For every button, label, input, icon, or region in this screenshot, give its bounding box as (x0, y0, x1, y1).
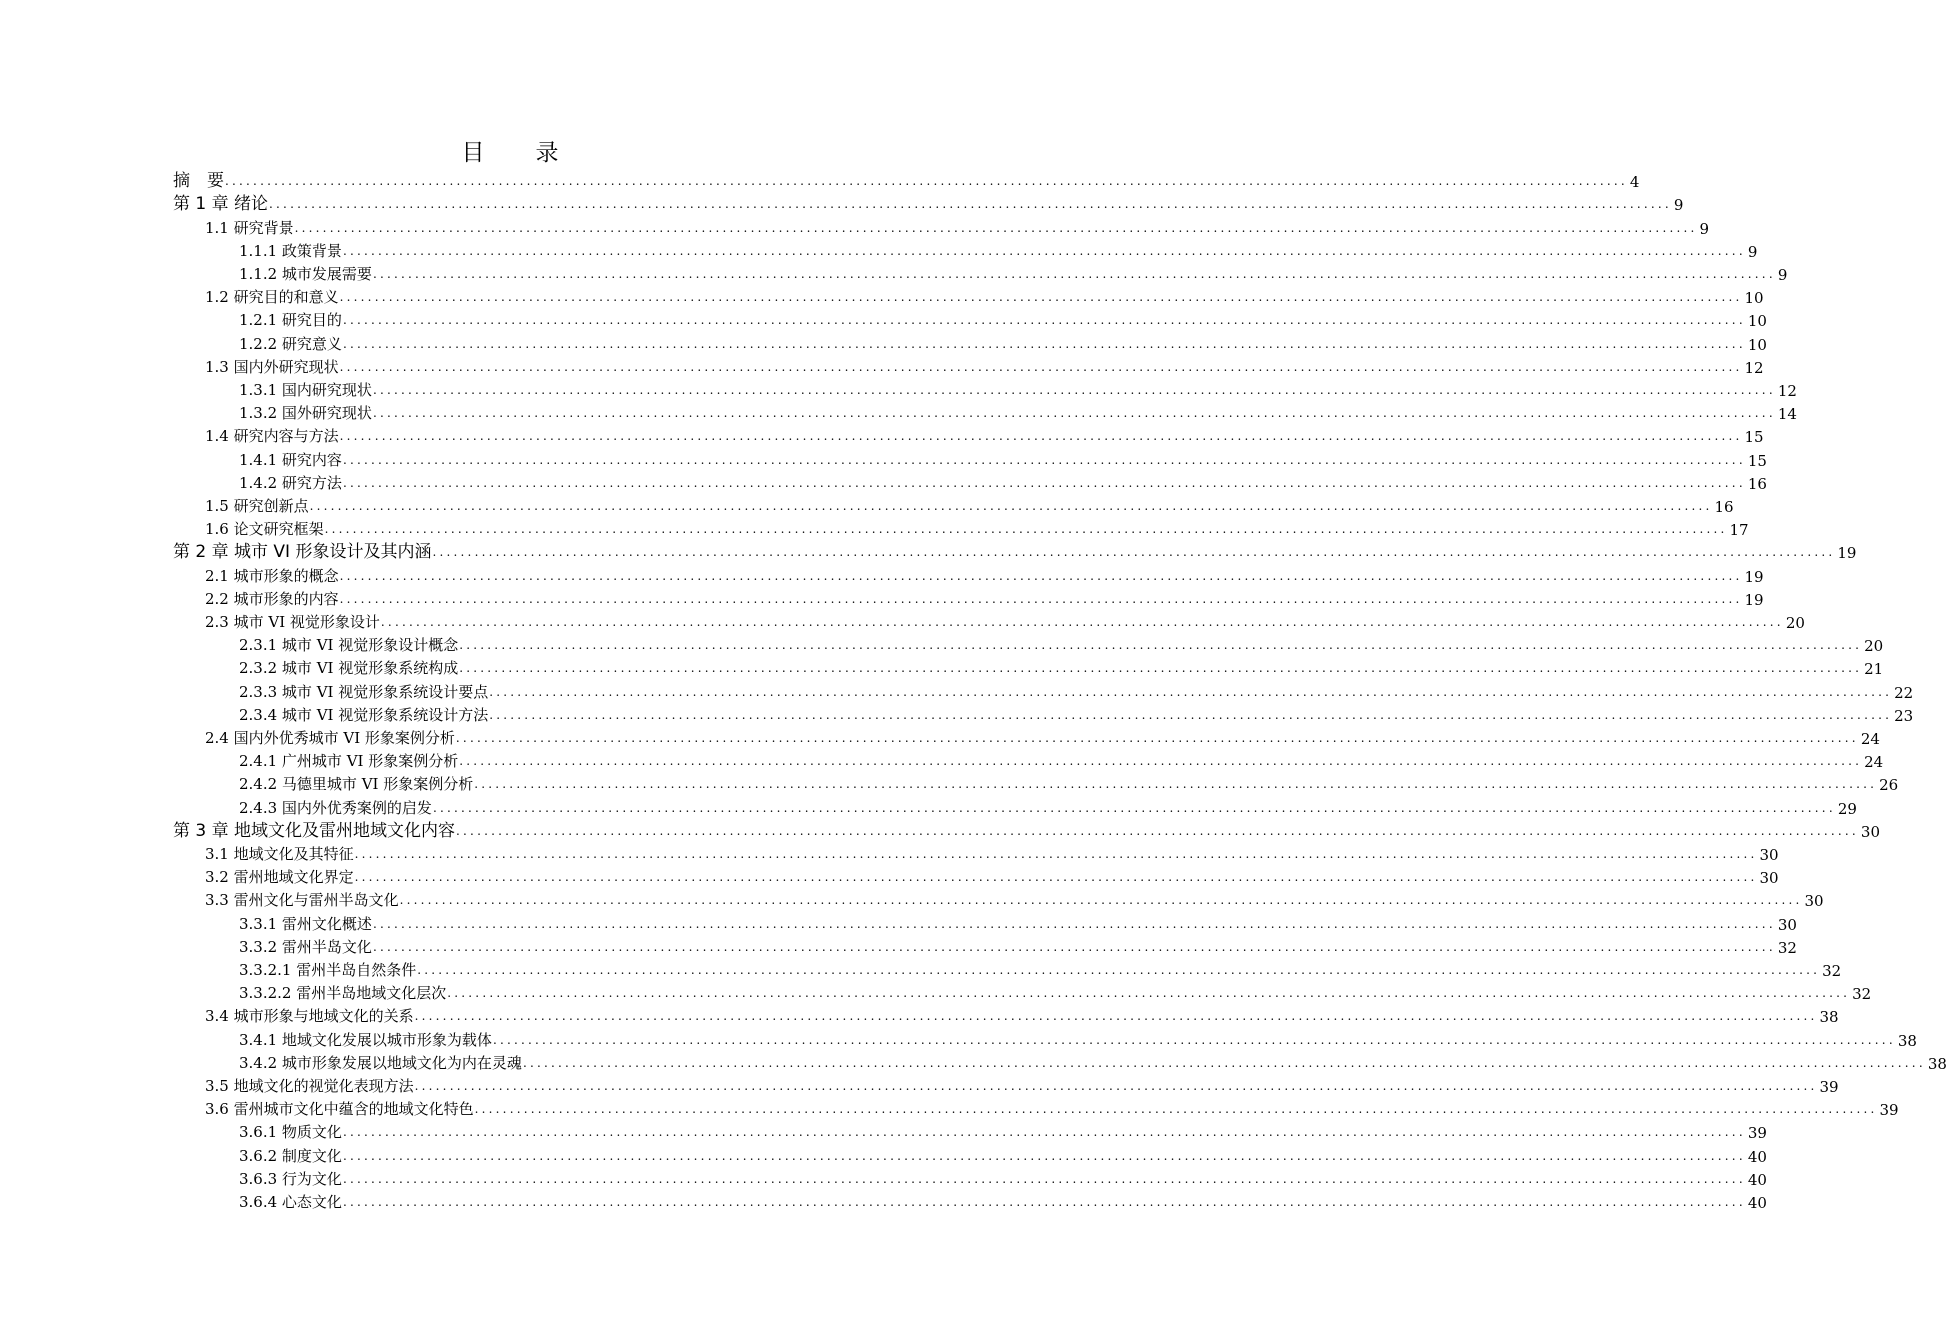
dot-leader: ........................................................................................................................................................................................................ (339, 429, 1743, 444)
toc-entry-title: 3.6.2 制度文化 (239, 1146, 342, 1165)
toc-entry-title: 1.4.1 研究内容 (239, 450, 342, 469)
toc-entry-title: 2.4.2 马德里城市 VI 形象案例分析 (239, 775, 474, 794)
toc-entry-page: 38 (1897, 1031, 1917, 1050)
toc-entry-page: 20 (1864, 637, 1884, 656)
toc-entry[interactable] (239, 377, 1797, 400)
toc-entry-title: 2.4 国内外优秀城市 VI 形象案例分析 (205, 728, 455, 747)
toc-entry-page: 32 (1777, 938, 1797, 957)
toc-entry[interactable] (205, 1096, 1899, 1120)
toc-entry-page: 16 (1714, 497, 1734, 516)
toc-entry[interactable] (205, 284, 1764, 308)
toc-entry[interactable] (239, 1189, 1767, 1212)
toc-entry-title: 3.3.2 雷州半岛文化 (239, 937, 372, 956)
toc-entry[interactable] (239, 470, 1767, 493)
toc-entry[interactable] (239, 1026, 1917, 1050)
toc-entry-title: 1.1.2 城市发展需要 (239, 264, 372, 283)
dot-leader: ........................................................................................................................................................................................................ (459, 661, 1863, 676)
toc-entry-page: 10 (1744, 289, 1764, 308)
toc-entry-title: 3.6.4 心态文化 (239, 1192, 342, 1211)
toc-entry-title: 3.6.1 物质文化 (239, 1123, 342, 1142)
toc-entry-title: 3.6 雷州城市文化中蕴含的地域文化特色 (205, 1100, 474, 1119)
toc-entry-title: 3.3.2.1 雷州半岛自然条件 (239, 960, 417, 979)
toc-entry-title: 1.4.2 研究方法 (239, 473, 342, 492)
toc-entry-title: 2.3 城市 VI 视觉形象设计 (205, 612, 380, 631)
dot-leader: ........................................................................................................................................................................................................ (456, 823, 1859, 838)
toc-entry-page: 29 (1837, 799, 1857, 818)
toc-entry[interactable] (239, 702, 1914, 725)
toc-entry-title: 1.3.1 国内研究现状 (239, 380, 372, 399)
toc-entry[interactable] (205, 214, 1710, 238)
dot-leader: ........................................................................................................................................................................................................ (489, 707, 1893, 722)
toc-entry[interactable] (239, 238, 1758, 261)
toc-entry-page: 39 (1747, 1124, 1767, 1143)
toc-entry[interactable] (239, 400, 1797, 424)
toc-entry-page: 12 (1777, 381, 1797, 400)
dot-leader: ........................................................................................................................................................................................................ (342, 452, 1746, 467)
toc-entry-page: 15 (1747, 451, 1767, 470)
dot-leader: ........................................................................................................................................................................................................ (339, 591, 1743, 606)
toc-entry-page: 15 (1744, 428, 1764, 447)
toc-entry-title: 3.1 地域文化及其特征 (205, 844, 354, 863)
toc-entry-title: 1.4 研究内容与方法 (205, 427, 339, 446)
toc-entry-title: 2.3.1 城市 VI 视觉形象设计概念 (239, 636, 459, 655)
toc-entry-title: 1.5 研究创新点 (205, 496, 309, 515)
toc-entry[interactable] (239, 330, 1767, 354)
toc-entry[interactable] (205, 887, 1824, 911)
toc-entry-page: 30 (1759, 869, 1779, 888)
toc-entry-title: 1.1.1 政策背景 (239, 241, 342, 260)
toc-title: 目 录 (461, 140, 573, 166)
toc-entry-page: 30 (1860, 822, 1881, 841)
toc-entry-page: 38 (1819, 1008, 1839, 1027)
dot-leader: ........................................................................................................................................................................................................ (455, 730, 1859, 745)
toc-entry[interactable] (205, 864, 1779, 888)
toc-entry-page: 19 (1744, 590, 1764, 609)
dot-leader: ........................................................................................................................................................................................................ (459, 754, 1863, 769)
toc-entry[interactable] (239, 261, 1788, 284)
toc-entry[interactable] (205, 1073, 1839, 1096)
dot-leader: ........................................................................................................................................................................................................ (342, 1194, 1746, 1209)
toc-entry-page: 40 (1747, 1193, 1767, 1212)
dot-leader: ........................................................................................................................................................................................................ (342, 336, 1746, 351)
toc-entry-title: 第 1 章 绪论 (173, 194, 269, 215)
dot-leader: ........................................................................................................................................................................................................ (459, 638, 1863, 653)
toc-entry[interactable] (239, 1142, 1767, 1166)
toc-entry-page: 22 (1894, 683, 1914, 702)
toc-entry[interactable] (205, 562, 1764, 586)
dot-leader: ........................................................................................................................................................................................................ (342, 1125, 1746, 1140)
toc-entry[interactable] (239, 1119, 1767, 1143)
toc-entry-page: 23 (1894, 706, 1914, 725)
dot-leader: ........................................................................................................................................................................................................ (372, 916, 1776, 931)
toc-entry[interactable] (239, 980, 1872, 1004)
toc-entry-page: 17 (1729, 521, 1749, 540)
toc-entry[interactable] (239, 910, 1797, 934)
toc-entry-page: 32 (1852, 985, 1872, 1004)
toc-entry-title: 2.3.3 城市 VI 视觉形象系统设计要点 (239, 682, 489, 701)
toc-entry[interactable] (239, 446, 1767, 470)
toc-entry-title: 1.3.2 国外研究现状 (239, 404, 372, 423)
toc-entry-title: 3.3.1 雷州文化概述 (239, 914, 372, 933)
toc-entry-page: 24 (1864, 753, 1884, 772)
toc-entry-page: 9 (1699, 219, 1710, 238)
toc-entry[interactable] (173, 539, 1857, 563)
toc-entry-page: 40 (1747, 1170, 1767, 1189)
dot-leader: ........................................................................................................................................................................................................ (432, 545, 1836, 560)
toc-entry-page: 4 (1629, 173, 1640, 192)
toc-entry-title: 3.3.2.2 雷州半岛地域文化层次 (239, 984, 447, 1003)
toc-entry-title: 1.6 论文研究框架 (205, 520, 324, 539)
toc-entry-title: 3.2 雷州地域文化界定 (205, 868, 354, 887)
toc-entry[interactable] (239, 1166, 1767, 1189)
toc-entry-page: 9 (1673, 196, 1684, 215)
toc-entry-page: 39 (1819, 1077, 1839, 1096)
toc-entry-title: 1.2.2 研究意义 (239, 334, 342, 353)
dot-leader: ........................................................................................................................................................................................................ (372, 382, 1776, 397)
dot-leader: ........................................................................................................................................................................................................ (354, 846, 1758, 861)
toc-entry[interactable] (205, 1003, 1839, 1027)
toc-entry-title: 2.3.2 城市 VI 视觉形象系统构成 (239, 659, 459, 678)
toc-entry[interactable] (239, 678, 1914, 702)
dot-leader: ........................................................................................................................................................................................................ (417, 962, 1821, 977)
toc-entry[interactable] (205, 609, 1805, 632)
dot-leader: ........................................................................................................................................................................................................ (447, 986, 1851, 1001)
toc-entry-title: 第 2 章 城市 VI 形象设计及其内涵 (173, 542, 432, 563)
dot-leader: ........................................................................................................................................................................................................ (309, 498, 1713, 513)
dot-leader: ........................................................................................................................................................................................................ (225, 174, 1628, 189)
toc-entry[interactable] (239, 632, 1884, 656)
toc-entry-title: 3.4 城市形象与地域文化的关系 (205, 1007, 414, 1026)
toc-entry-title: 2.4.3 国内外优秀案例的启发 (239, 798, 432, 817)
toc-entry-page: 30 (1804, 892, 1824, 911)
dot-leader: ........................................................................................................................................................................................................ (432, 800, 1836, 815)
toc-entry[interactable] (239, 794, 1857, 818)
dot-leader: ........................................................................................................................................................................................................ (342, 313, 1746, 328)
toc-entry-title: 1.1 研究背景 (205, 218, 294, 237)
toc-entry-page: 12 (1744, 358, 1764, 377)
toc-entry-title: 3.3 雷州文化与雷州半岛文化 (205, 891, 399, 910)
toc-entry-page: 21 (1864, 660, 1884, 679)
dot-leader: ........................................................................................................................................................................................................ (269, 197, 1672, 212)
dot-leader: ........................................................................................................................................................................................................ (339, 568, 1743, 583)
toc-entry[interactable] (173, 168, 1640, 192)
toc-entry-title: 第 3 章 地域文化及雷州地域文化内容 (173, 820, 456, 841)
dot-leader: ........................................................................................................................................................................................................ (324, 522, 1728, 537)
toc-entry-title: 2.2 城市形象的内容 (205, 589, 339, 608)
dot-leader: ........................................................................................................................................................................................................ (372, 266, 1776, 281)
toc-entry[interactable] (239, 934, 1797, 957)
dot-leader: ........................................................................................................................................................................................................ (414, 1009, 1818, 1024)
toc-entry[interactable] (239, 655, 1884, 679)
toc-entry[interactable] (205, 493, 1734, 516)
toc-entry-title: 3.4.1 地域文化发展以城市形象为载体 (239, 1030, 492, 1049)
toc-entry-page: 16 (1747, 474, 1767, 493)
toc-entry-title: 3.5 地域文化的视觉化表现方法 (205, 1076, 414, 1095)
toc-entry-title: 摘 要 (173, 171, 224, 192)
toc-entry-title: 3.4.2 城市形象发展以地域文化为内在灵魂 (239, 1053, 522, 1072)
toc-entry-title: 1.3 国内外研究现状 (205, 357, 339, 376)
toc-entry-title: 2.3.4 城市 VI 视觉形象系统设计方法 (239, 705, 489, 724)
dot-leader: ........................................................................................................................................................................................................ (342, 475, 1746, 490)
dot-leader: ........................................................................................................................................................................................................ (492, 1032, 1896, 1047)
dot-leader: ........................................................................................................................................................................................................ (339, 290, 1743, 305)
toc-entry-page: 24 (1860, 729, 1880, 748)
toc-entry[interactable] (239, 748, 1884, 772)
dot-leader: ........................................................................................................................................................................................................ (342, 1171, 1746, 1186)
dot-leader: ........................................................................................................................................................................................................ (342, 243, 1746, 258)
dot-leader: ........................................................................................................................................................................................................ (380, 614, 1784, 629)
toc-entry-page: 30 (1777, 915, 1797, 934)
dot-leader: ........................................................................................................................................................................................................ (354, 870, 1758, 885)
toc-entry-page: 39 (1879, 1101, 1899, 1120)
toc-entry[interactable] (205, 841, 1779, 864)
dot-leader: ........................................................................................................................................................................................................ (489, 684, 1893, 699)
toc-entry-page: 38 (1927, 1054, 1947, 1073)
toc-entry[interactable] (173, 191, 1684, 215)
toc-entry[interactable] (173, 818, 1881, 841)
toc-entry-page: 10 (1747, 312, 1767, 331)
toc-entry[interactable] (205, 516, 1749, 540)
toc-entry[interactable] (205, 725, 1880, 748)
toc-entry[interactable] (239, 307, 1767, 331)
toc-entry-page: 9 (1747, 242, 1758, 261)
toc-entry-title: 2.1 城市形象的概念 (205, 566, 339, 585)
toc-entry-title: 2.4.1 广州城市 VI 形象案例分析 (239, 752, 459, 771)
dot-leader: ........................................................................................................................................................................................................ (522, 1055, 1926, 1070)
dot-leader: ........................................................................................................................................................................................................ (414, 1078, 1818, 1093)
toc-entry[interactable] (239, 957, 1842, 980)
toc-entry-page: 9 (1777, 265, 1788, 284)
toc-entry-page: 19 (1744, 567, 1764, 586)
dot-leader: ........................................................................................................................................................................................................ (342, 1148, 1746, 1163)
toc-entry[interactable] (205, 586, 1764, 609)
toc-entry-title: 3.6.3 行为文化 (239, 1169, 342, 1188)
toc-entry-page: 32 (1822, 961, 1842, 980)
toc-entry[interactable] (239, 1050, 1947, 1073)
toc-entry[interactable] (205, 354, 1764, 377)
dot-leader: ........................................................................................................................................................................................................ (474, 777, 1878, 792)
dot-leader: ........................................................................................................................................................................................................ (372, 939, 1776, 954)
toc-entry-page: 19 (1837, 544, 1857, 563)
dot-leader: ........................................................................................................................................................................................................ (474, 1102, 1878, 1117)
dot-leader: ........................................................................................................................................................................................................ (372, 406, 1776, 421)
toc-entry-page: 26 (1879, 776, 1899, 795)
dot-leader: ........................................................................................................................................................................................................ (339, 359, 1743, 374)
dot-leader: ........................................................................................................................................................................................................ (399, 893, 1803, 908)
toc-entry-page: 20 (1785, 613, 1805, 632)
toc-entry-page: 30 (1759, 845, 1779, 864)
toc-entry[interactable] (205, 423, 1764, 447)
toc-entry-title: 1.2 研究目的和意义 (205, 288, 339, 307)
toc-entry-page: 10 (1747, 335, 1767, 354)
toc-entry-title: 1.2.1 研究目的 (239, 311, 342, 330)
toc-entry-page: 14 (1777, 405, 1797, 424)
toc-entry[interactable] (239, 771, 1899, 795)
dot-leader: ........................................................................................................................................................................................................ (294, 220, 1698, 235)
toc-entry-page: 40 (1747, 1147, 1767, 1166)
